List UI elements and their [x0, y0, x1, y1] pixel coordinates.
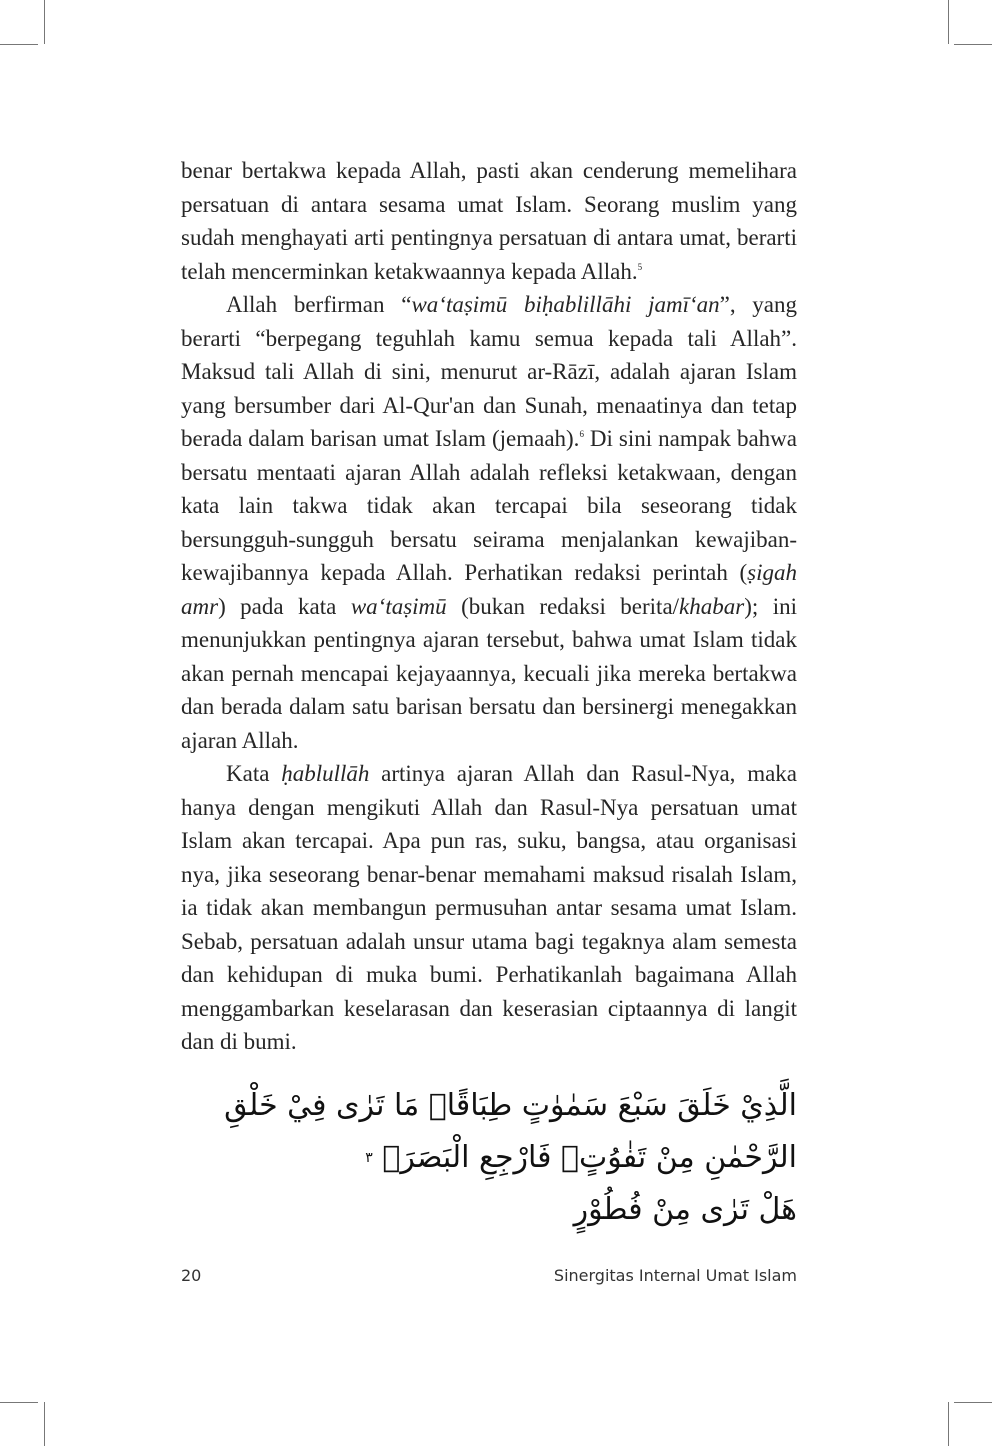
running-title: Sinergitas Internal Umat Islam	[553, 1266, 797, 1285]
verse-line-1	[181, 1080, 797, 1184]
italic-term: ṣigah amr	[181, 560, 797, 619]
italic-term: wa‘taṣimū	[350, 593, 447, 619]
footnote-ref: 5	[637, 261, 643, 272]
quran-verse	[181, 1080, 797, 1236]
crop-mark	[948, 1402, 949, 1446]
ayah-number-mark: ٣	[365, 1150, 373, 1166]
crop-mark	[948, 0, 949, 44]
text-run: ); ini menunjukkan pentingnya ajaran tersebut, bahwa umat Islam tidak akan pernah mencapai kejayaannya, kecuali jika mereka bertakwa dan berada dalam satu barisan bersatu dan bersinergi menegakkan ajaran Allah.	[181, 593, 797, 753]
text-run: (bukan redaksi berita/	[446, 593, 680, 619]
verse-line-2: هَلْ تَرٰى مِنْ فُطُوْرٍ	[573, 1192, 797, 1227]
page-number: 20	[181, 1266, 202, 1285]
italic-term: khabar	[679, 593, 745, 619]
italic-term: ḥablullāh	[281, 761, 370, 786]
page-footer	[181, 1266, 797, 1292]
crop-mark	[44, 1402, 45, 1446]
text-run: Kata	[226, 761, 282, 786]
text-run: ) pada kata	[218, 593, 351, 619]
verse-line-1-text: الَّذِيْ خَلَقَ سَبْعَ سَمٰوٰتٍ طِبَاقًاۗ مَا تَرٰى فِيْ خَلْقِ الرَّحْمٰنِ مِنْ تَفٰوُتٍۗ فَارْجِعِ الْبَصَرَۙ	[224, 1088, 797, 1175]
crop-mark	[0, 1402, 38, 1403]
paragraph	[181, 154, 797, 288]
body-text	[181, 154, 797, 1059]
footnote-ref: 6	[579, 429, 584, 439]
crop-mark	[954, 44, 992, 45]
text-run: artinya ajaran Allah dan Rasul-Nya, maka hanya dengan mengikuti Allah dan Rasul-Nya persatuan umat Islam akan tercapai. Apa pun ras, suku, bangsa, atau organisasi nya, jika seseorang benar-benar memahami maksud risalah Islam, ia tidak akan membangun permusuhan antar sesama umat Islam. Sebab, persatuan adalah unsur utama bagi tegaknya alam semesta dan kehidupan di muka bumi. Perhatikanlah bagaimana Allah menggambarkan keselarasan dan keserasian ciptaannya di langit dan di bumi.	[181, 761, 798, 1054]
text-run: Allah berfirman “	[226, 292, 412, 317]
crop-mark	[954, 1402, 992, 1403]
italic-term: wa‘taṣimū biḥablillāhi jamī‘an	[411, 292, 720, 317]
text-run: ”, yang berarti “berpegang teguhlah kamu semua kepada tali Allah”. Maksud tali Allah di sini, menurut ar-Rāzī, adalah ajaran Islam yang bersumber dari Al-Qur'an dan Sunah, menaatinya dan tetap berada dalam barisan umat Islam (jemaah).	[181, 292, 798, 451]
text-run: Di sini nampak bahwa bersatu mentaati ajaran Allah adalah refleksi ketakwaan, dengan kata lain takwa tidak akan tercapai bila seseorang tidak bersungguh-sungguh bersatu seirama menjalankan kewajiban-kewajibannya kepada Allah. Perhatikan redaksi perintah (	[181, 426, 797, 585]
crop-mark	[0, 44, 38, 45]
text-run: benar bertakwa kepada Allah, pasti akan cenderung memelihara persatuan di antara sesama umat Islam. Seorang muslim yang sudah menghayati arti pentingnya persatuan di antara umat, berarti telah mencerminkan ketakwaannya kepada Allah.	[181, 158, 797, 284]
paragraph	[181, 757, 797, 1059]
paragraph	[181, 288, 797, 757]
crop-mark	[44, 0, 45, 44]
